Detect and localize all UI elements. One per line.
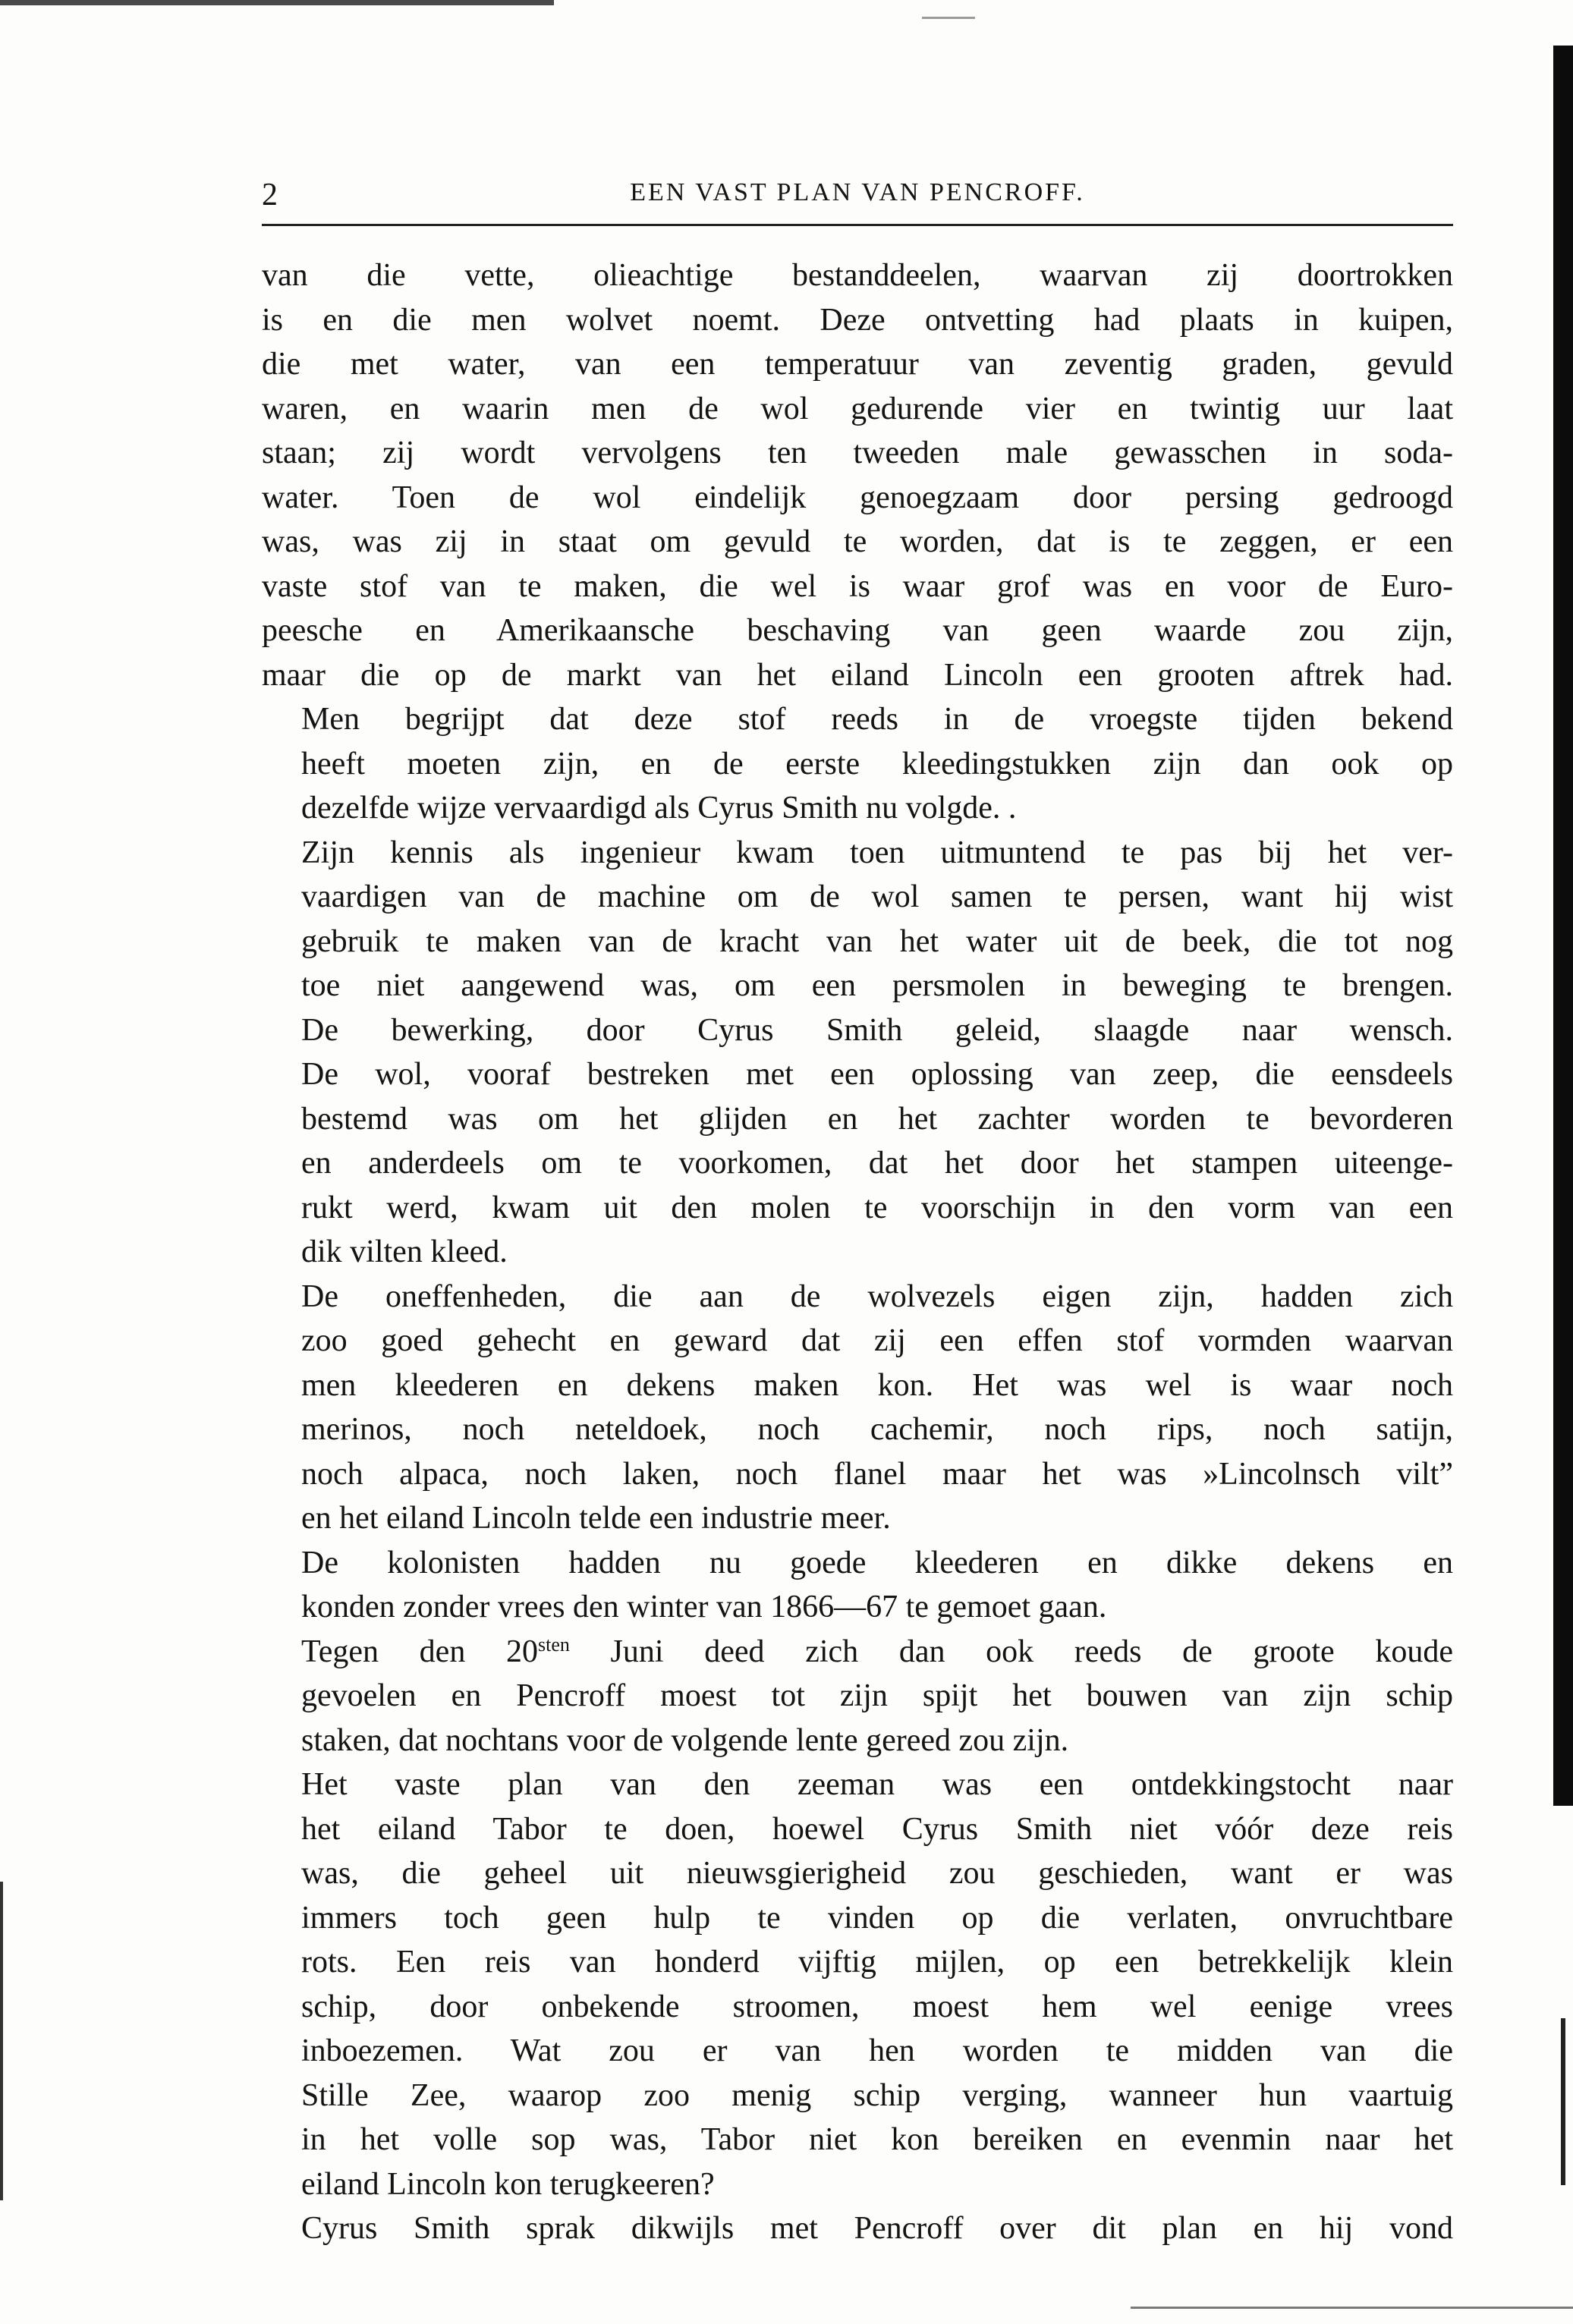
text-line: De oneffenheden, die aan de wolvezels eigen zijn, hadden zich — [301, 1278, 1453, 1314]
scan-edge-bottom — [1131, 2307, 1573, 2309]
text-line: is en die men wolvet noemt. Deze ontvetting had plaats in kuipen, — [262, 302, 1453, 338]
text-line: zoo goed gehecht en geward dat zij een effen stof vormden waarvan — [301, 1323, 1453, 1358]
text-line: gevoelen en Pencroff moest tot zijn spijt het bouwen van zijn schip — [301, 1678, 1453, 1713]
text-line: bestemd was om het glijden en het zachter worden te bevorderen — [301, 1101, 1453, 1137]
text-line: konden zonder vrees den winter van 1866—67 te gemoet gaan. — [301, 1590, 1107, 1624]
paragraph-1 — [262, 253, 1453, 697]
text-line: die met water, van een temperatuur van zeventig graden, gevuld — [262, 347, 1453, 382]
scan-edge-right — [1553, 46, 1573, 1806]
page-number: 2 — [262, 178, 278, 212]
text-line: vaardigen van de machine om de wol samen te persen, want hij wist — [301, 879, 1453, 914]
text-line: toe niet aangewend was, om een persmolen in beweging te brengen. — [301, 968, 1453, 1003]
paragraph-7 — [262, 1630, 1453, 1763]
text-line: men kleederen en dekens maken kon. Het was wel is waar noch — [301, 1367, 1453, 1403]
text-line: dik vilten kleed. — [301, 1234, 508, 1269]
text-line — [262, 1630, 1453, 1675]
text-line: De kolonisten hadden nu goede kleederen en dikke dekens en — [301, 1545, 1453, 1580]
scan-edge-left — [0, 1882, 14, 2200]
text-fragment: Tegen den 20 — [301, 1634, 538, 1669]
text-line: vaste stof van te maken, die wel is waar grof was en voor de Euro- — [262, 568, 1453, 604]
text-line: eiland Lincoln kon terugkeeren? — [301, 2166, 715, 2202]
text-line: noch alpaca, noch laken, noch flanel maar het was »Lincolnsch vilt” — [301, 1456, 1453, 1492]
text-line: merinos, noch neteldoek, noch cachemir, noch rips, noch satijn, — [301, 1412, 1453, 1447]
text-line: Zijn kennis als ingenieur kwam toen uitmuntend te pas bij het ver- — [301, 835, 1453, 870]
scan-mark-top — [922, 17, 975, 19]
text-line: Cyrus Smith sprak dikwijls met Pencroff over dit plan en hij vond — [301, 2211, 1453, 2246]
text-line: was, die geheel uit nieuwsgierigheid zou geschieden, want er was — [301, 1856, 1453, 1891]
text-line: in het volle sop was, Tabor niet kon bereiken en evenmin naar het — [301, 2122, 1453, 2157]
text-line: staan; zij wordt vervolgens ten tweeden male gewasschen in soda- — [262, 436, 1453, 470]
text-line: staken, dat nochtans voor de volgende lente gereed zou zijn. — [301, 1722, 1069, 1758]
text-line: was, was zij in staat om gevuld te worden, dat is te zeggen, er een — [262, 524, 1453, 559]
page-header — [262, 171, 1453, 226]
text-line: rots. Een reis van honderd vijftig mijlen, op een betrekkelijk klein — [301, 1945, 1453, 1980]
text-line: en anderdeels om te voorkomen, dat het door het stampen uiteenge- — [301, 1146, 1453, 1181]
paragraph-5 — [262, 1275, 1453, 1541]
paragraph-8 — [262, 1763, 1453, 2206]
text-line: rukt werd, kwam uit den molen te voorschijn in den vorm van een — [301, 1190, 1453, 1225]
text-line: het eiland Tabor te doen, hoewel Cyrus Smith niet vóór deze reis — [301, 1811, 1453, 1847]
paragraph-3 — [262, 831, 1453, 1008]
text-line: heeft moeten zijn, en de eerste kleedingstukken zijn dan ook op — [301, 746, 1453, 781]
text-line: inboezemen. Wat zou er van hen worden te midden van die — [301, 2033, 1453, 2068]
text-line: De wol, vooraf bestreken met een oplossing van zeep, die eensdeels — [301, 1057, 1453, 1092]
text-line: immers toch geen hulp te vinden op die verlaten, onvruchtbare — [301, 1900, 1453, 1936]
text-line: Men begrijpt dat deze stof reeds in de vroegste tijden bekend — [301, 702, 1453, 737]
text-line: maar die op de markt van het eiland Lincoln een grooten aftrek had. — [262, 657, 1453, 693]
text-line: dezelfde wijze vervaardigd als Cyrus Smith nu volgde. . — [301, 791, 1017, 826]
scan-edge-right-lower — [1561, 2018, 1565, 2185]
text-line: en het eiland Lincoln telde een industrie meer. — [301, 1501, 891, 1536]
text-line: peesche en Amerikaansche beschaving van geen waarde zou zijn, — [262, 613, 1453, 648]
text-line: waren, en waarin men de wol gedurende vier en twintig uur laat — [262, 391, 1453, 426]
text-line: gebruik te maken van de kracht van het water uit de beek, die tot nog — [301, 923, 1453, 959]
superscript: sten — [538, 1633, 570, 1656]
text-line: De bewerking, door Cyrus Smith geleid, slaagde naar wensch. — [301, 1012, 1453, 1048]
book-page — [262, 171, 1453, 2251]
text-fragment: Juni deed zich dan ook reeds de groote koude — [569, 1634, 1453, 1669]
body-text — [262, 253, 1453, 2251]
scan-edge-top — [0, 0, 554, 5]
text-line: van die vette, olieachtige bestanddeelen, waarvan zij doortrokken — [262, 258, 1453, 293]
paragraph-4 — [262, 1008, 1453, 1275]
running-title: EEN VAST PLAN VAN PENCROFF. — [630, 178, 1085, 206]
text-line: water. Toen de wol eindelijk genoegzaam door persing gedroogd — [262, 480, 1453, 515]
paragraph-2 — [262, 697, 1453, 831]
text-line: Stille Zee, waarop zoo menig schip verging, wanneer hun vaartuig — [301, 2077, 1453, 2113]
text-line: Het vaste plan van den zeeman was een ontdekkingstocht naar — [301, 1767, 1453, 1802]
text-line: schip, door onbekende stroomen, moest hem wel eenige vrees — [301, 1989, 1453, 2024]
paragraph-6 — [262, 1541, 1453, 1630]
paragraph-9 — [262, 2206, 1453, 2251]
